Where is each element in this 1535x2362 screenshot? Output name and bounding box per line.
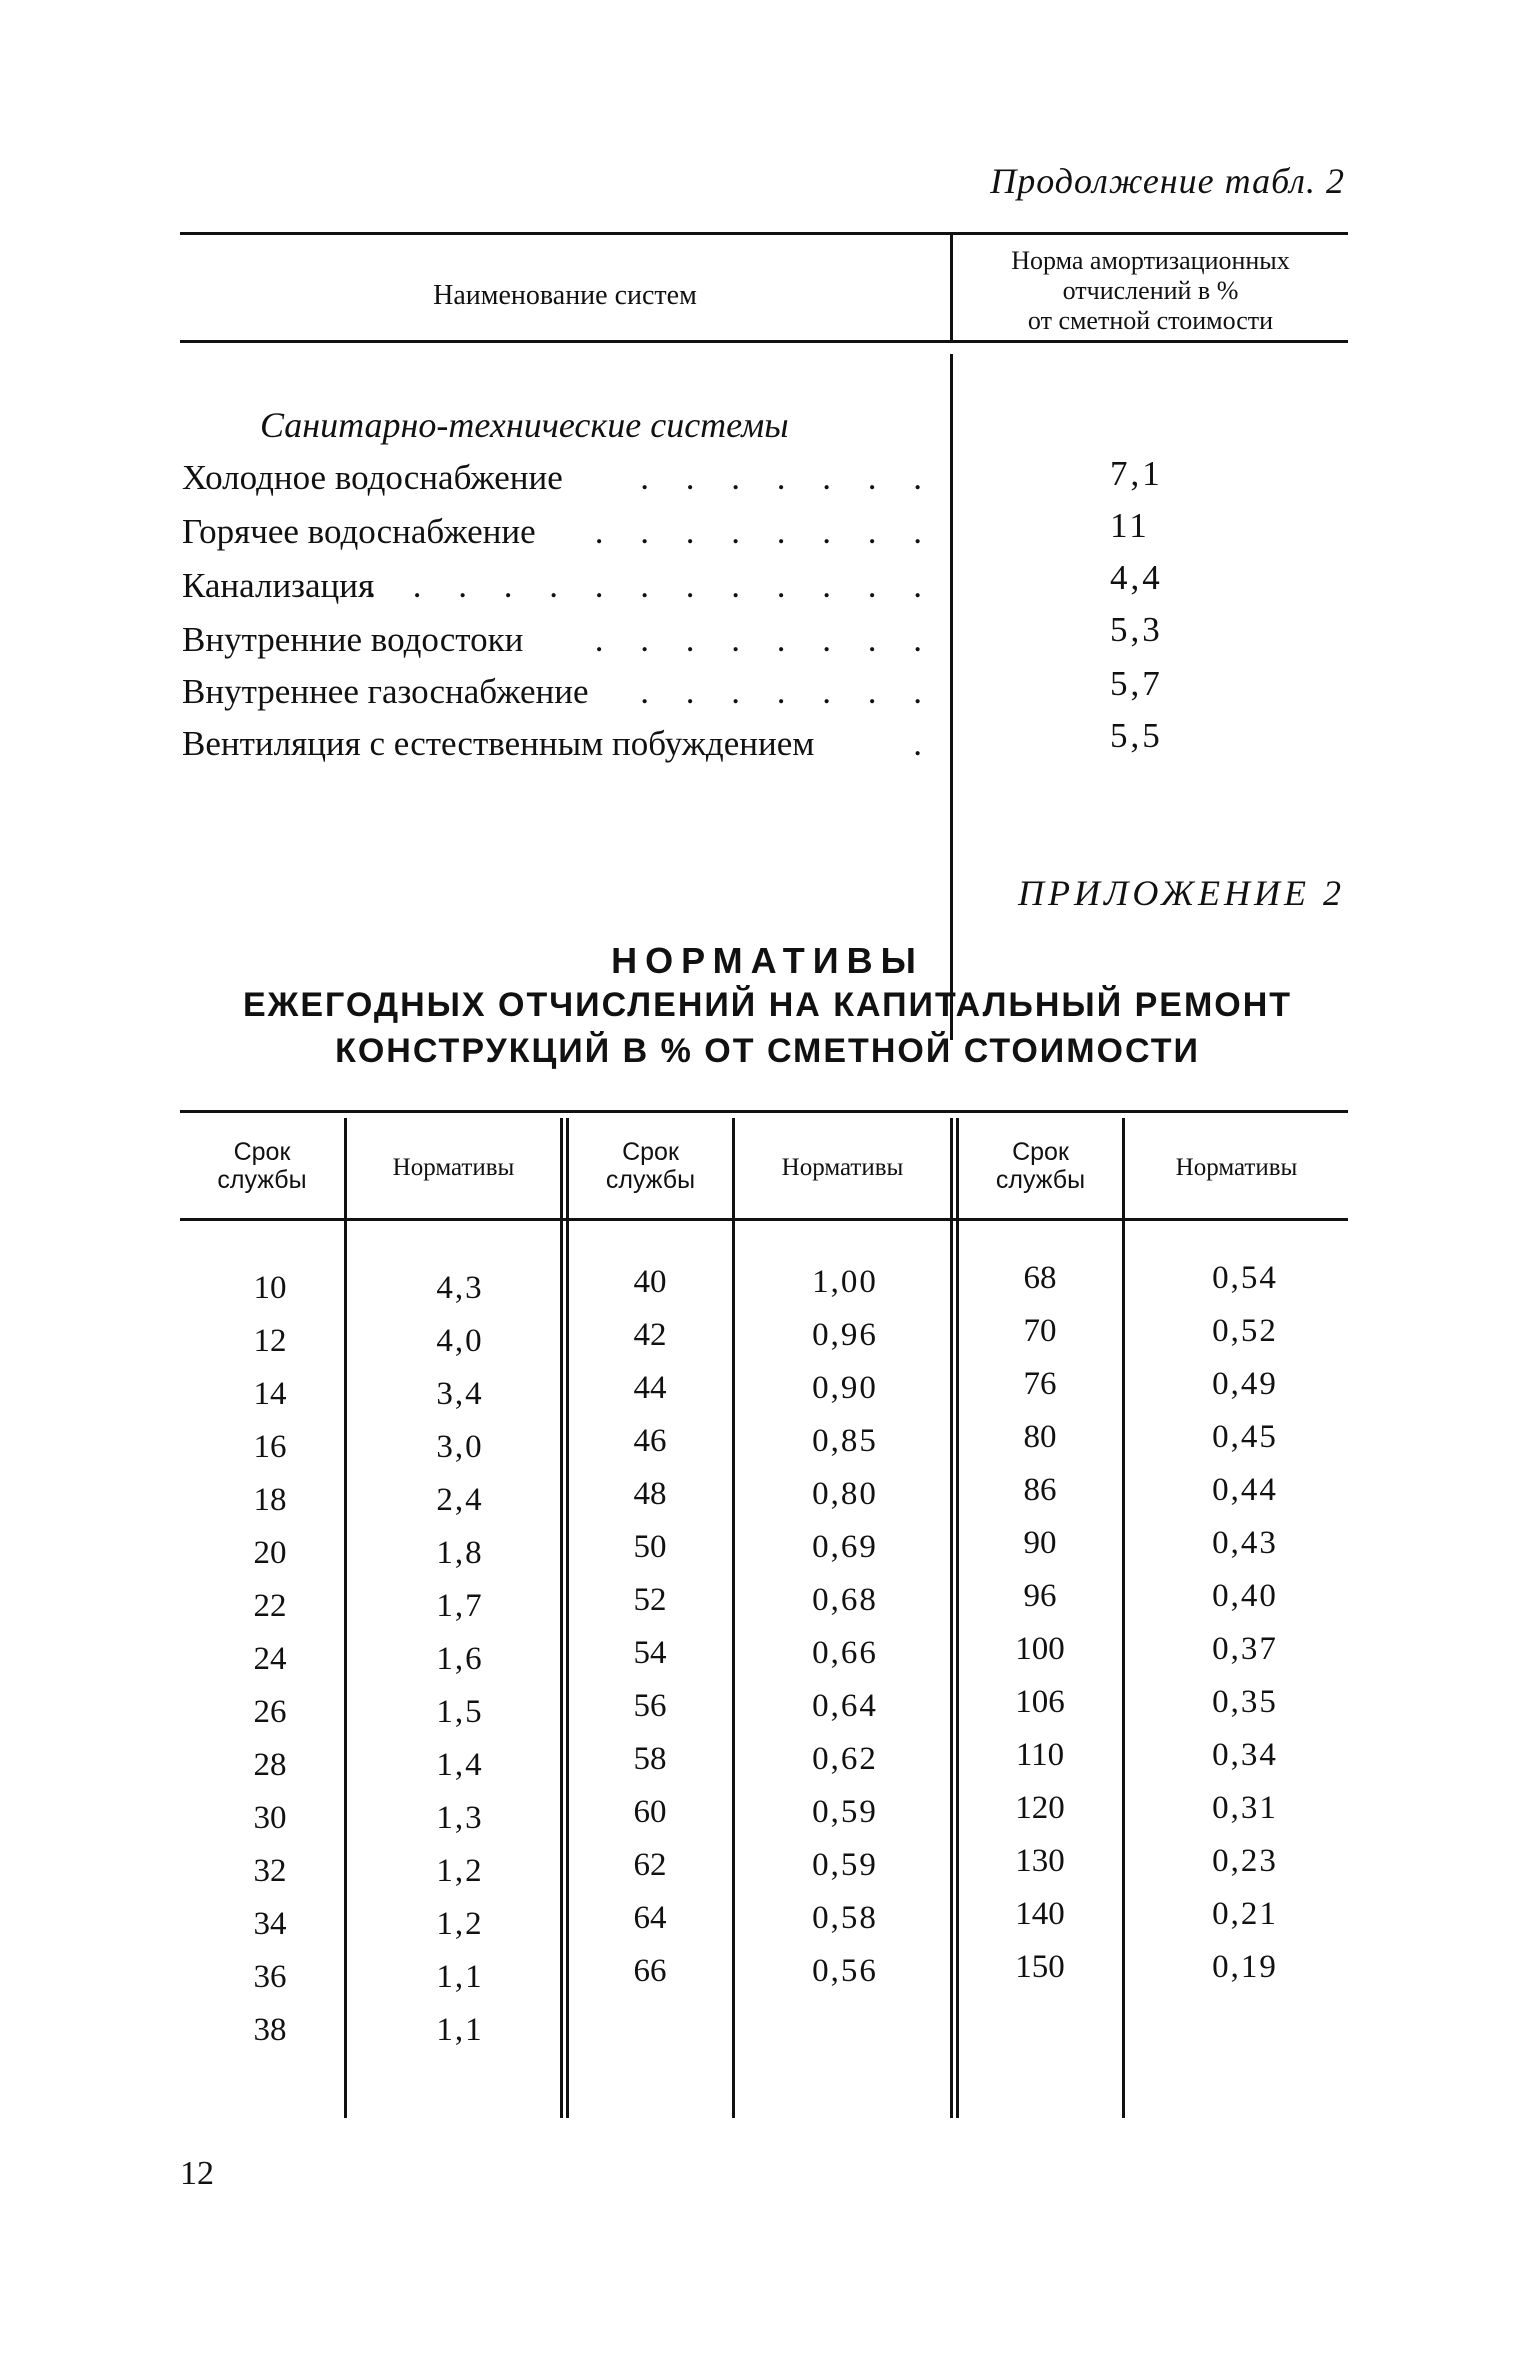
term-cell: 106	[1015, 1684, 1065, 1720]
column-divider	[1122, 1118, 1125, 2118]
term-cell: 80	[1023, 1419, 1057, 1455]
norm-cell: 0,19	[1212, 1949, 1278, 1985]
norm-cell: 1,2	[436, 1853, 484, 1889]
term-cell: 70	[1023, 1313, 1057, 1349]
norm-cell: 3,4	[436, 1376, 484, 1412]
term-cell: 10	[253, 1270, 287, 1306]
term-cell: 34	[253, 1906, 287, 1942]
norm-cell: 0,31	[1212, 1790, 1278, 1826]
table-row: Вентиляция с естественным побуждением .	[182, 724, 936, 763]
row-value: 4,4	[1110, 558, 1163, 597]
row-value: 5,3	[1110, 610, 1163, 649]
header-norms: Нормативы	[781, 1154, 904, 1181]
term-cell: 120	[1015, 1790, 1065, 1826]
term-cell: 140	[1015, 1896, 1065, 1932]
term-cell: 54	[633, 1635, 667, 1671]
norm-cell: 0,96	[812, 1317, 878, 1353]
term-cell: 14	[253, 1376, 287, 1412]
term-cell: 58	[633, 1741, 667, 1777]
term-cell: 42	[633, 1317, 667, 1353]
term-column	[600, 1264, 700, 2006]
norm-cell: 1,5	[436, 1694, 484, 1730]
norm-cell: 0,66	[812, 1635, 878, 1671]
norm-cell: 1,6	[436, 1641, 484, 1677]
norm-cell: 0,44	[1212, 1472, 1278, 1508]
term-cell: 60	[633, 1794, 667, 1830]
header-system-name: Наименование систем	[433, 280, 697, 311]
term-cell: 50	[633, 1529, 667, 1565]
term-cell: 96	[1023, 1578, 1057, 1614]
table-top-rule	[180, 1110, 1348, 1113]
header-term: Срок службы	[995, 1138, 1086, 1194]
norms-column	[780, 1264, 910, 2006]
term-cell: 48	[633, 1476, 667, 1512]
term-cell: 30	[253, 1800, 287, 1836]
term-cell: 68	[1023, 1260, 1057, 1296]
page-number: 12	[180, 2155, 214, 2192]
term-cell: 66	[633, 1953, 667, 1989]
term-cell: 62	[633, 1847, 667, 1883]
norm-cell: 3,0	[436, 1429, 484, 1465]
norm-cell: 0,62	[812, 1741, 878, 1777]
term-cell: 36	[253, 1959, 287, 1995]
term-cell: 130	[1015, 1843, 1065, 1879]
norm-cell: 4,3	[436, 1270, 484, 1306]
term-cell: 46	[633, 1423, 667, 1459]
repair-norms-table	[180, 1110, 1348, 2120]
norm-cell: 0,59	[812, 1794, 878, 1830]
term-cell: 86	[1023, 1472, 1057, 1508]
header-norms: Нормативы	[392, 1154, 515, 1181]
norm-cell: 2,4	[436, 1482, 484, 1518]
term-cell: 22	[253, 1588, 287, 1624]
table-row: Горячее водоснабжение . . . . . . . .	[182, 512, 936, 551]
term-cell: 150	[1015, 1949, 1065, 1985]
appendix-title-line1: НОРМАТИВЫ	[611, 940, 924, 981]
norm-cell: 0,23	[1212, 1843, 1278, 1879]
header-term: Срок службы	[217, 1138, 307, 1194]
header-term: Срок службы	[605, 1138, 696, 1194]
term-cell: 40	[633, 1264, 667, 1300]
term-cell: 44	[633, 1370, 667, 1406]
norm-cell: 0,34	[1212, 1737, 1278, 1773]
term-cell: 100	[1015, 1631, 1065, 1667]
term-cell: 16	[253, 1429, 287, 1465]
table-header-rule	[180, 1218, 1348, 1221]
appendix-label: ПРИЛОЖЕНИЕ 2	[1018, 873, 1345, 913]
norm-cell: 1,4	[436, 1747, 484, 1783]
norm-cell: 0,59	[812, 1847, 878, 1883]
norm-cell: 1,2	[436, 1906, 484, 1942]
norm-cell: 0,21	[1212, 1896, 1278, 1932]
table-top-rule	[180, 232, 1348, 235]
row-value: 5,7	[1110, 664, 1163, 703]
column-divider	[732, 1118, 735, 2118]
norm-cell: 0,80	[812, 1476, 878, 1512]
continuation-caption: Продолжение табл. 2	[990, 161, 1345, 201]
row-value: 5,5	[1110, 716, 1163, 755]
header-norms: Нормативы	[1175, 1154, 1298, 1181]
table-header-rule	[180, 340, 1348, 343]
norm-cell: 1,3	[436, 1800, 484, 1836]
norm-cell: 0,40	[1212, 1578, 1278, 1614]
row-value: 7,1	[1110, 454, 1163, 493]
norm-cell: 0,64	[812, 1688, 878, 1724]
term-column	[990, 1260, 1090, 2002]
norm-cell: 4,0	[436, 1323, 484, 1359]
norm-cell: 1,00	[812, 1264, 878, 1300]
table-row: Канализация . . . . . . . . . . . . .	[182, 566, 936, 605]
norm-cell: 0,45	[1212, 1419, 1278, 1455]
term-cell: 12	[253, 1323, 287, 1359]
group-divider	[956, 1118, 959, 2118]
body-column-divider	[950, 354, 953, 1040]
term-cell: 76	[1023, 1366, 1057, 1402]
table-row: Внутренние водостоки . . . . . . . .	[182, 620, 936, 659]
term-cell: 20	[253, 1535, 287, 1571]
norms-column	[400, 1270, 520, 2065]
norm-cell: 1,1	[436, 1959, 484, 1995]
norms-column	[1180, 1260, 1310, 2002]
table-row: Холодное водоснабжение . . . . . . .	[182, 458, 936, 497]
norm-cell: 0,35	[1212, 1684, 1278, 1720]
term-column	[220, 1270, 320, 2065]
row-value: 11	[1110, 506, 1150, 545]
term-cell: 56	[633, 1688, 667, 1724]
term-cell: 24	[253, 1641, 287, 1677]
term-cell: 38	[253, 2012, 287, 2048]
term-cell: 110	[1015, 1737, 1065, 1773]
norm-cell: 1,8	[436, 1535, 484, 1571]
norm-cell: 0,58	[812, 1900, 878, 1936]
norm-cell: 0,49	[1212, 1366, 1278, 1402]
appendix-title-line3: КОНСТРУКЦИЙ В % ОТ СМЕТНОЙ СТОИМОСТИ	[335, 1032, 1200, 1070]
term-cell: 18	[253, 1482, 287, 1518]
norm-cell: 0,52	[1212, 1313, 1278, 1349]
group-divider	[560, 1118, 563, 2118]
norm-cell: 0,85	[812, 1423, 878, 1459]
term-cell: 64	[633, 1900, 667, 1936]
header-norm: Норма амортизационных отчислений в % от сметной стоимости	[1011, 246, 1290, 335]
term-cell: 26	[253, 1694, 287, 1730]
section-title: Санитарно-технические системы	[260, 405, 789, 445]
norm-cell: 0,54	[1212, 1260, 1278, 1296]
column-divider	[344, 1118, 347, 2118]
norm-cell: 0,68	[812, 1582, 878, 1618]
term-cell: 52	[633, 1582, 667, 1618]
term-cell: 28	[253, 1747, 287, 1783]
group-divider	[950, 1118, 953, 2118]
norm-cell: 1,7	[436, 1588, 484, 1624]
appendix-title-line2: ЕЖЕГОДНЫХ ОТЧИСЛЕНИЙ НА КАПИТАЛЬНЫЙ РЕМОНТ	[242, 986, 1293, 1024]
norm-cell: 1,1	[436, 2012, 484, 2048]
term-cell: 90	[1023, 1525, 1057, 1561]
norm-cell: 0,37	[1212, 1631, 1278, 1667]
table-row: Внутреннее газоснабжение . . . . . . .	[182, 672, 936, 711]
norm-cell: 0,69	[812, 1529, 878, 1565]
term-cell: 32	[253, 1853, 287, 1889]
norm-cell: 0,56	[812, 1953, 878, 1989]
group-divider	[566, 1118, 569, 2118]
norm-cell: 0,43	[1212, 1525, 1278, 1561]
norm-cell: 0,90	[812, 1370, 878, 1406]
